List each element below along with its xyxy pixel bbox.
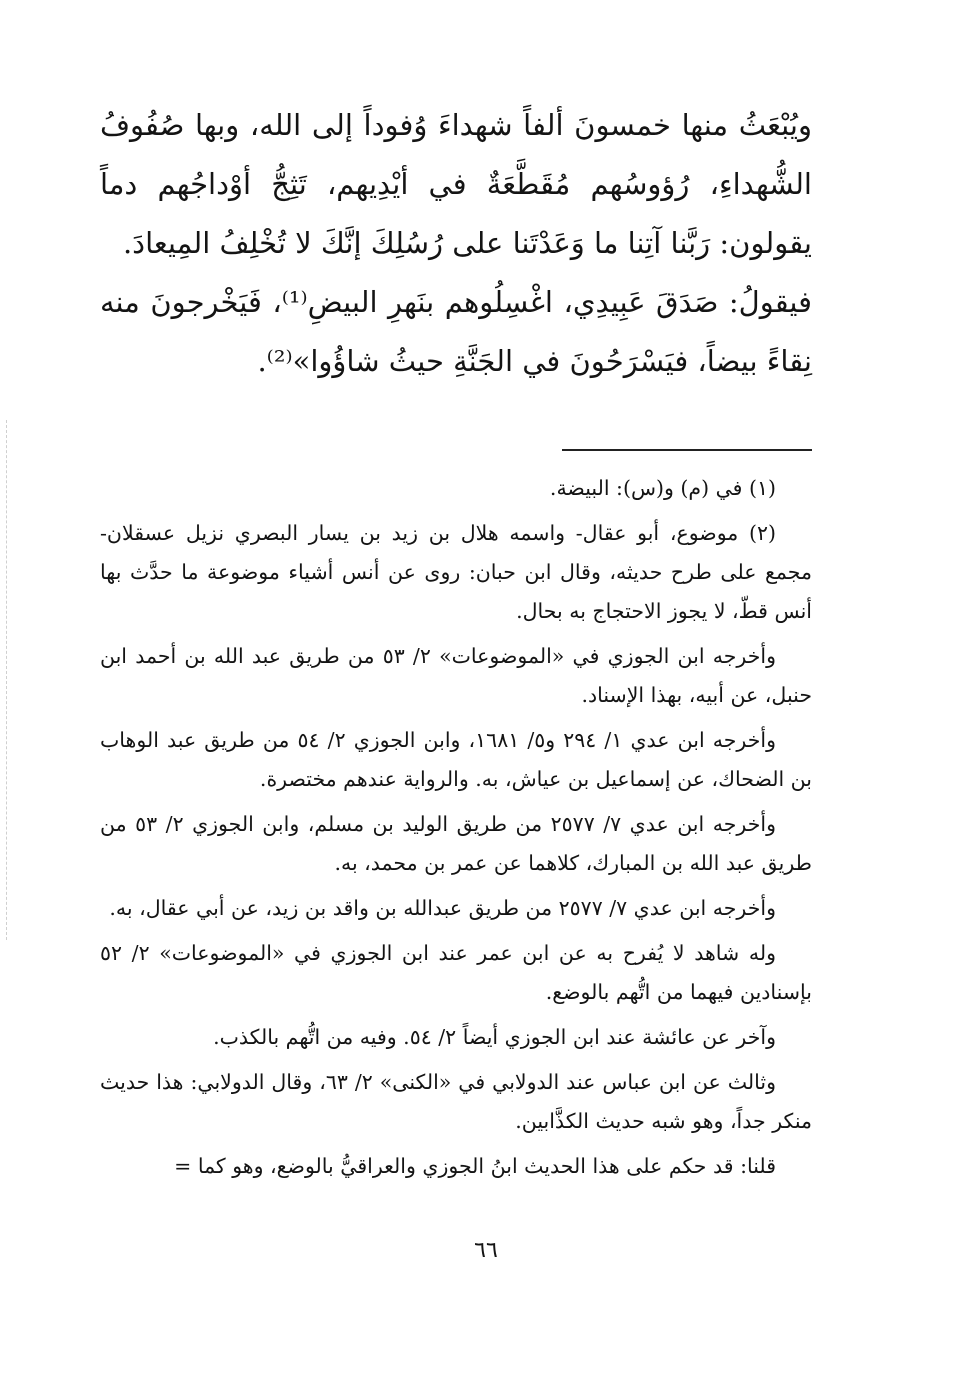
footnote-separator [562,449,812,451]
book-page [100,96,812,1192]
main-paragraph-2: فيقولُ: صَدَقَ عَبِيدِي، اغْسِلُوهم بنَهرِ البيضِ⁽¹⁾، فَيَخْرجونَ منه نِقاءً بيضاً، فيَسْرَحُونَ في الجَنَّةِ حيثُ شاؤُوا»⁽²⁾. [100,285,812,378]
footnote-paragraph: وأخرجه ابن عدي ٧/ ٢٥٧٧ من طريق الوليد بن مسلم، وابن الجوزي ٢/ ٥٣ من طريق عبد الله بن المبارك، كلاهما عن عمر بن محمد، به. [100,812,812,875]
footnote-paragraph: وأخرجه ابن عدي ١/ ٢٩٤ و٥/ ١٦٨١، وابن الجوزي ٢/ ٥٤ من طريق عبد الوهاب بن الضحاك، عن إسماعيل بن عياش، به. والرواية عندهم مختصرة. [100,728,812,791]
footnote-paragraph: وآخر عن عائشة عند ابن الجوزي أيضاً ٢/ ٥٤. وفيه من اتُّهم بالكذب. [213,1025,776,1049]
footnote-paragraph: وله شاهد لا يُفرح به عن ابن عمر عند ابن الجوزي في «الموضوعات» ٢/ ٥٢ بإسنادين فيهما من اتُّهم بالوضع. [100,941,812,1004]
footnote-paragraph: قلنا: قد حكم على هذا الحديث ابنُ الجوزي والعراقيُّ بالوضع، وهو كما = [174,1154,776,1178]
footnote-paragraph: وثالث عن ابن عباس عند الدولابي في «الكنى» ٢/ ٦٣، وقال الدولابي: هذا حديث منكر جداً، وهو شبه حديث الكذَّابين. [100,1070,812,1133]
main-paragraph-1: ويُبْعَثُ منها خمسونَ ألفاً شهداءَ وُفوداً إلى الله، وبها صُفُوفُ الشُّهداءِ، رُؤوسُهم مُقَطَّعَةٌ في أيْدِيهم، تَثِجُّ أوْداجُهم دماً يقولون: رَبَّنا آتِنا ما وَعَدْتَنا على رُسُلِكَ إنَّكَ لا تُخْلِفُ المِيعادَ. [100,108,812,260]
footnote-1: (١) في (م) و(س): البيضة. [549,476,776,500]
footnote-paragraph: وأخرجه ابن عدي ٧/ ٢٥٧٧ من طريق عبدالله بن واقد بن زيد، عن أبي عقال، به. [109,896,776,920]
main-text [100,96,812,391]
footnote-2: (٢) موضوع، أبو عقال- واسمه هلال بن زيد بن يسار البصري نزيل عسقلان- مجمع على طرح حديثه، وقال ابن حبان: روى عن أنس أشياء موضوعة ما حدَّث بها أنس قطّ، لا يجوز الاحتجاج به بحال. [100,521,812,623]
footnote-paragraph: وأخرجه ابن الجوزي في «الموضوعات» ٢/ ٥٣ من طريق عبد الله بن أحمد ابن حنبل، عن أبيه، بهذا الإسناد. [100,644,812,707]
page-number: ٦٦ [474,1238,498,1263]
scan-edge-mark [6,420,8,940]
footnotes [100,469,812,1186]
